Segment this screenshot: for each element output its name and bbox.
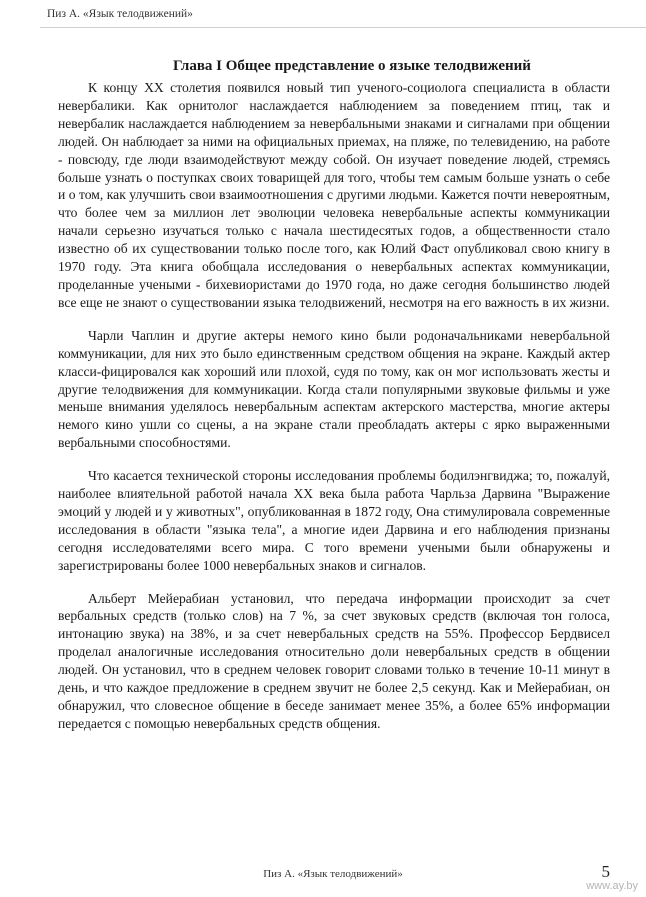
watermark: www.ay.by: [586, 880, 638, 892]
header-divider: [40, 27, 646, 28]
paragraph-2: Чарли Чаплин и другие актеры немого кино были родоначальниками невербальной коммуникации, для них это было единственным средством общения на экране. Каждый актер класси-фицировался как хороший или плохой, судя по тому, как он мог использовать жесты и другие телодвижения для коммуникации. Когда стали популярными звуковые фильмы и уже меньше внимания уделялось невербальным аспектам актерского мастерства, многие актеры немого кино ушли со сцены, а на экране стали преобладать актеры с ярко выраженными вербальными способностями.: [58, 327, 610, 451]
paragraph-1: К концу XX столетия появился новый тип ученого-социолога специалиста в области невербалики. Как орнитолог наслаждается наблюдением за поведением птиц, так и невербалик наслаждается наблюдением за невербальными знаками и сигналами при общении людей. Он наблюдает за ними на официальных приемах, на пляже, по телевидению, на работе - повсюду, где люди взаимодействуют между собой. Он изучает поведение людей, стремясь больше узнать о поступках своих товарищей для того, чтобы тем самым больше узнать о себе и о том, как улучшить свои взаимоотношения с другими людьми. Кажется почти невероятным, что более чем за миллион лет эволюции человека невербальные аспекты коммуникации начали серьезно изучаться только с начала шестидесятых годов, а общественности стало известно об их существовании только после того, как Юлий Фаст опубликовал свою книгу в 1970 году. Эта книга обобщала исследования о невербальных аспектах коммуникации, проделанные учеными - бихевиористами до 1970 года, но даже сегодня большинство людей все еще не знают о существовании языка телодвижений, несмотря на его важность в их жизни.: [58, 80, 610, 310]
chapter-title: Глава I Общее представление о языке телодвижений: [173, 58, 531, 74]
running-header: Пиз А. «Язык телодвижений»: [47, 8, 193, 20]
chapter-body: [58, 79, 610, 748]
running-footer: Пиз А. «Язык телодвижений»: [263, 868, 403, 880]
paragraph-4: Альберт Мейерабиан установил, что передача информации происходит за счет вербальных средств (только слов) на 7 %, за счет звуковых средств (включая тон голоса, интонацию звука) на 38%, и за счет невербальных средств на 55%. Профессор Бердвисел проделал аналогичные исследования относительно доли невербальных средств в общении людей. Он установил, что в среднем человек говорит словами только в течение 10-11 минут в день, и что каждое предложение в среднем звучит не более 2,5 секунд. Как и Мейерабиан, он обнаружил, что словесное общение в беседе занимает менее 35%, а более 65% информации передается с помощью невербальных средств общения.: [58, 590, 610, 731]
page-number: 5: [601, 862, 610, 881]
paragraph-3: Что касается технической стороны исследования проблемы бодилэнгвиджа; то, пожалуй, наиболее влиятельной работой начала XX века была работа Чарльза Дарвина "Выражение эмоций у людей и у животных", опубликованная в 1872 году, Она стимулировала современные исследования в области "языка тела", а многие идеи Дарвина и его наблюдения признаны сегодня исследователями всего мира. С того времени учеными были обнаружены и зарегистрированы более 1000 невербальных знаков и сигналов.: [58, 468, 610, 573]
